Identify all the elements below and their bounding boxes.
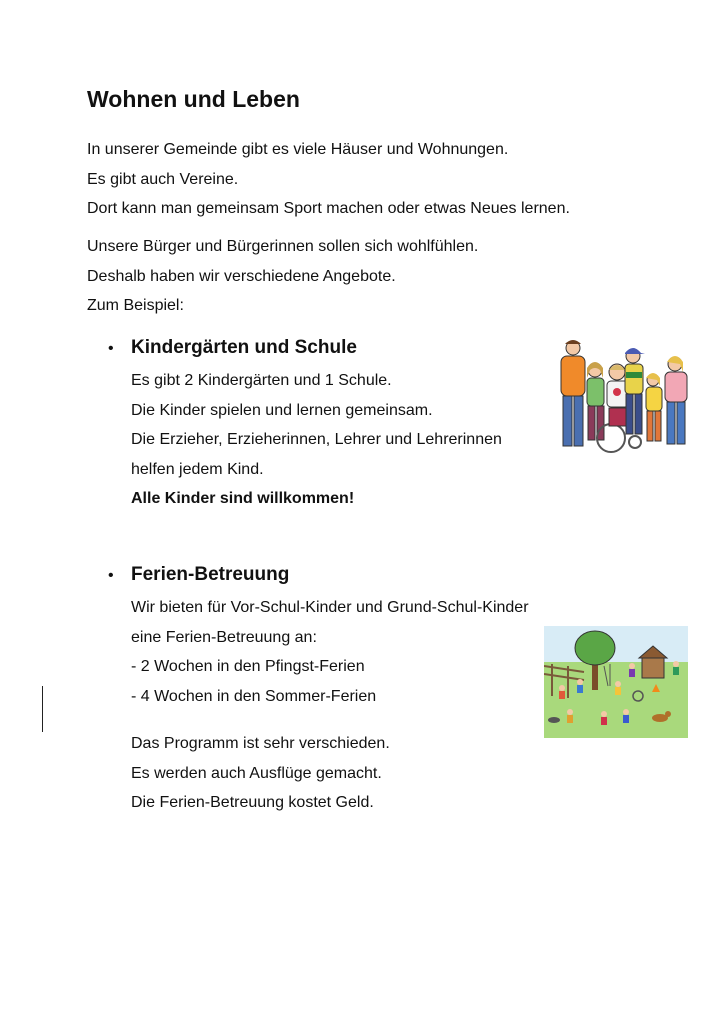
text-line: eine Ferien-Betreuung an: — [131, 628, 317, 646]
text-line: Deshalb haben wir verschiedene Angebote. — [87, 267, 396, 285]
group-of-people-illustration — [553, 338, 693, 460]
text-line: helfen jedem Kind. — [131, 460, 264, 478]
text-line: Dort kann man gemeinsam Sport machen oder etwas Neues lernen. — [87, 200, 570, 217]
text-line: Zum Beispiel: — [87, 297, 184, 314]
text-line: - 2 Wochen in den Pfingst-Ferien — [131, 658, 365, 675]
text-line: Wir bieten für Vor-Schul-Kinder und Grund-Schul-Kinder — [131, 599, 529, 616]
text-line: Die Kinder spielen und lernen gemeinsam. — [131, 401, 433, 419]
section-title-kindergarten: Kindergärten und Schule — [131, 337, 357, 358]
emphasis-line: Alle Kinder sind willkommen! — [131, 490, 355, 507]
offers-paragraph — [87, 232, 478, 321]
holiday-camp-illustration — [544, 626, 688, 738]
intro-paragraph — [87, 135, 570, 224]
text-line: Die Ferien-Betreuung kostet Geld. — [131, 794, 374, 811]
text-line: Es gibt auch Vereine. — [87, 170, 239, 188]
page-title: Wohnen und Leben — [87, 86, 300, 112]
text-line: Die Erzieher, Erzieherinnen, Lehrer und Lehrerinnen — [131, 431, 502, 448]
bullet-icon: • — [108, 567, 114, 584]
section-title-ferien: Ferien-Betreuung — [131, 564, 290, 585]
bullet-icon: • — [108, 340, 114, 357]
text-line: Es werden auch Ausflüge gemacht. — [131, 764, 382, 782]
section-body-kindergarten — [131, 366, 502, 514]
text-line: In unserer Gemeinde gibt es viele Häuser und Wohnungen. — [87, 141, 509, 158]
text-line: Es gibt 2 Kindergärten und 1 Schule. — [131, 372, 392, 389]
text-line: - 4 Wochen in den Sommer-Ferien — [131, 687, 377, 705]
text-cursor — [42, 686, 43, 732]
text-line: Unsere Bürger und Bürgerinnen sollen sich wohlfühlen. — [87, 238, 479, 255]
section-body-ferien — [131, 593, 529, 711]
section-body-ferien-program — [131, 729, 390, 818]
text-line: Das Programm ist sehr verschieden. — [131, 735, 390, 752]
